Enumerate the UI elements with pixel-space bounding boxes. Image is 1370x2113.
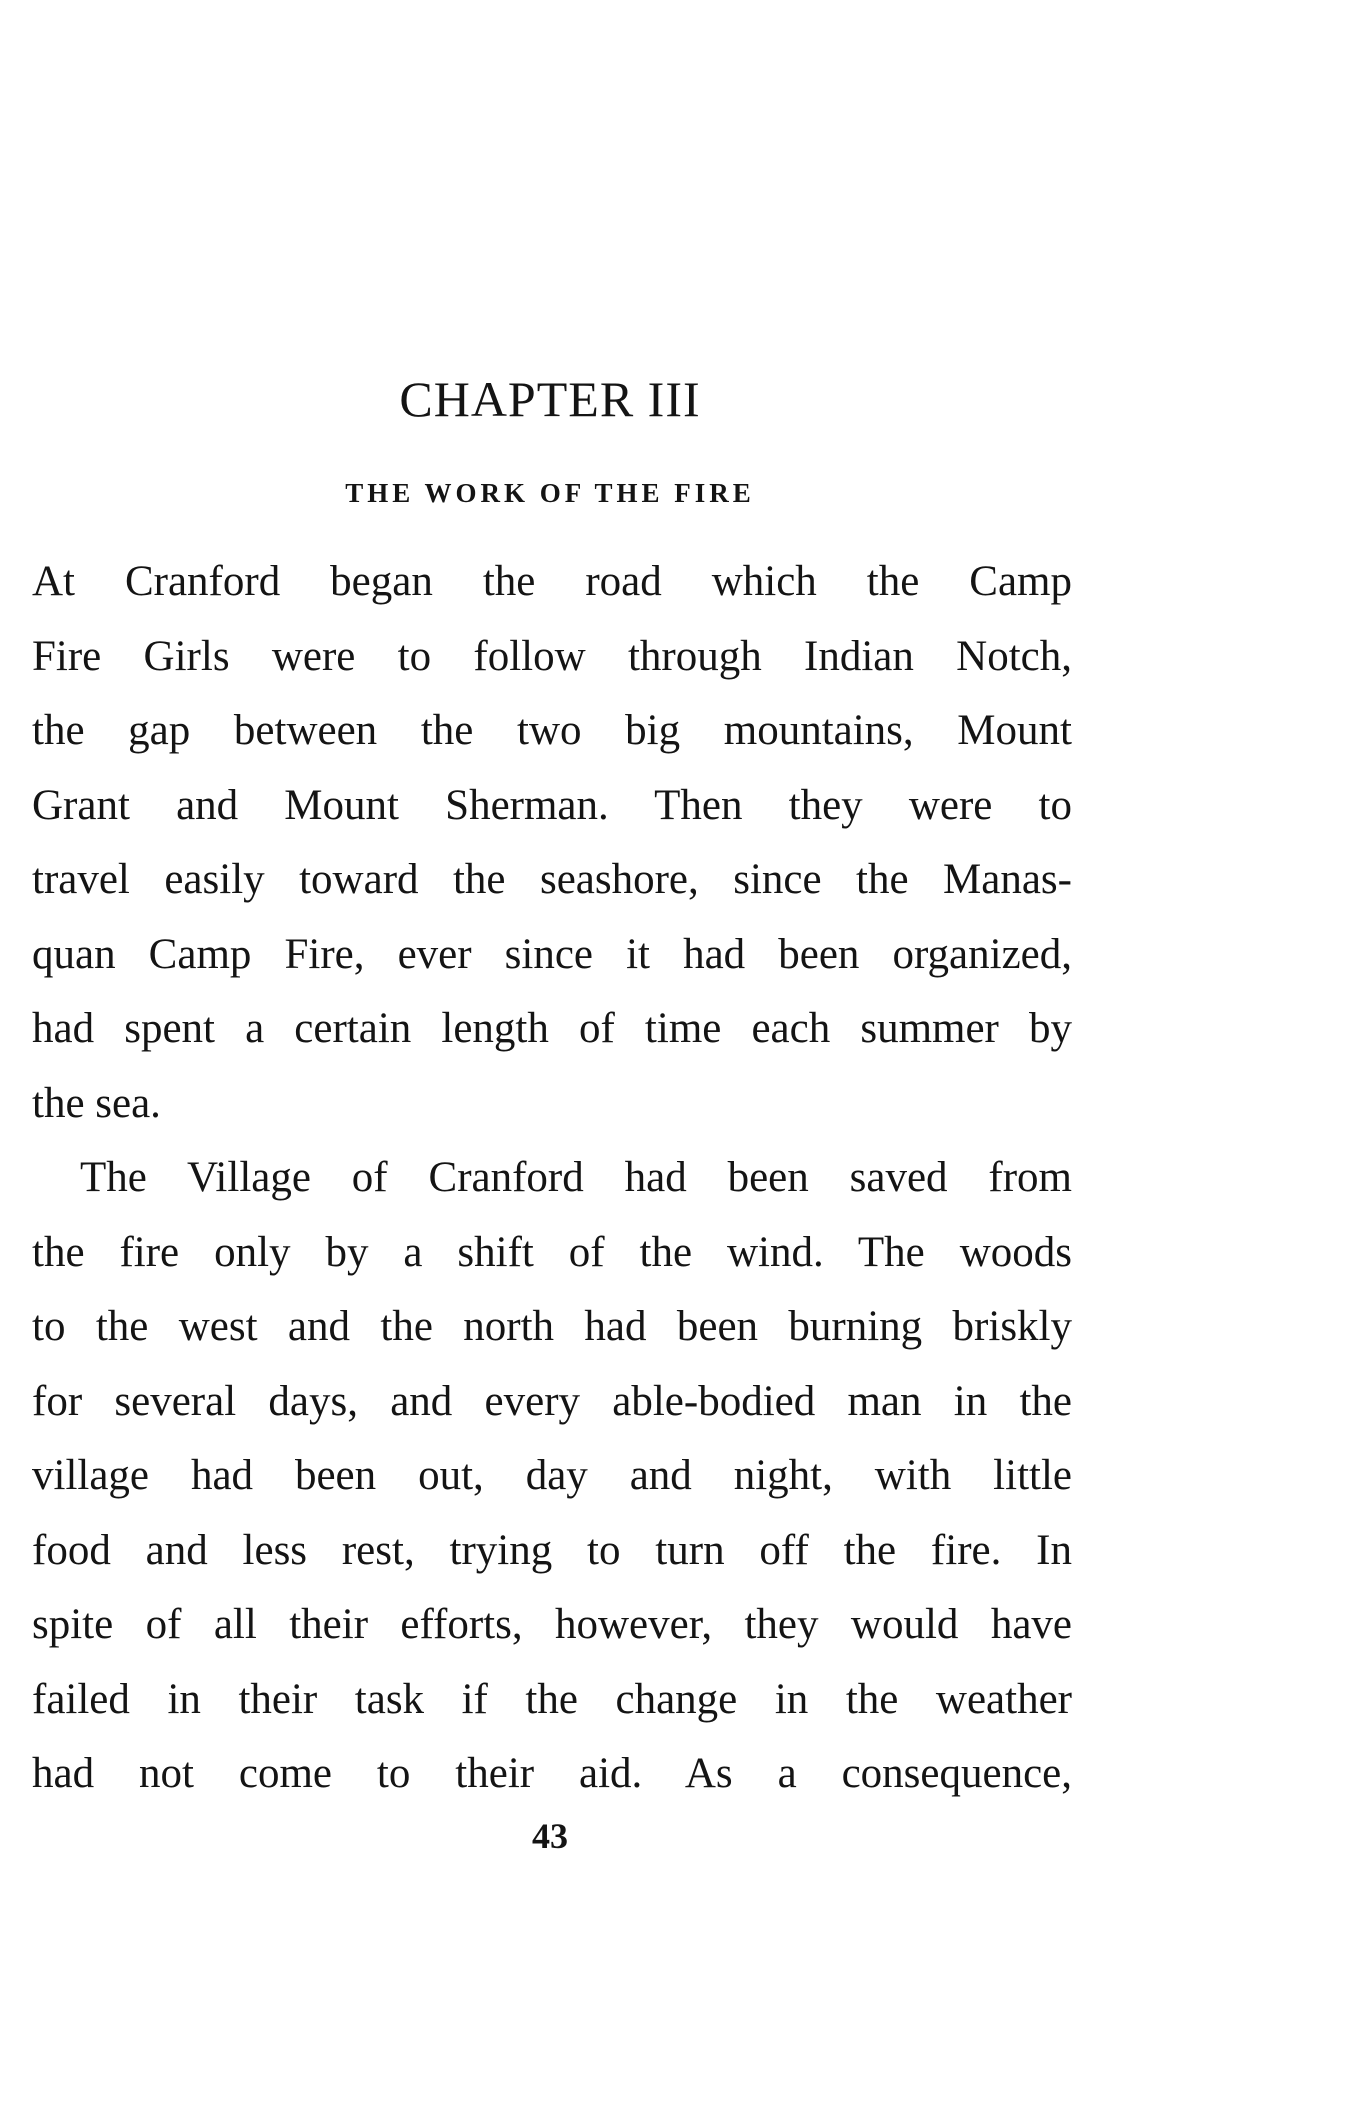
chapter-title: CHAPTER III [399,371,701,427]
page-number: 43 [532,1816,568,1856]
text-line: for several days, and every able-bodied man in the [32,1378,1072,1425]
text-line: the gap between the two big mountains, Mount [32,707,1072,754]
text-line: had spent a certain length of time each summer by [32,1005,1072,1052]
text-line: The Village of Cranford had been saved from [80,1154,1072,1201]
text-line: spite of all their efforts, however, they would have [32,1601,1072,1648]
text-line: quan Camp Fire, ever since it had been organized, [32,931,1072,978]
text-line: had not come to their aid. As a consequence, [32,1750,1072,1797]
text-line: food and less rest, trying to turn off the fire. In [32,1527,1072,1574]
text-line: the fire only by a shift of the wind. The woods [32,1229,1072,1276]
text-line: At Cranford began the road which the Camp [32,558,1072,605]
text-line: to the west and the north had been burning briskly [32,1303,1072,1350]
text-line: Grant and Mount Sherman. Then they were to [32,782,1072,829]
text-line: Fire Girls were to follow through Indian Notch, [32,633,1072,680]
text-line: travel easily toward the seashore, since the Manas- [32,856,1072,903]
text-line: failed in their task if the change in the weather [32,1676,1072,1723]
chapter-subtitle: THE WORK OF THE FIRE [345,478,755,508]
text-line: the sea. [32,1080,161,1127]
text-line: village had been out, day and night, with little [32,1452,1072,1499]
